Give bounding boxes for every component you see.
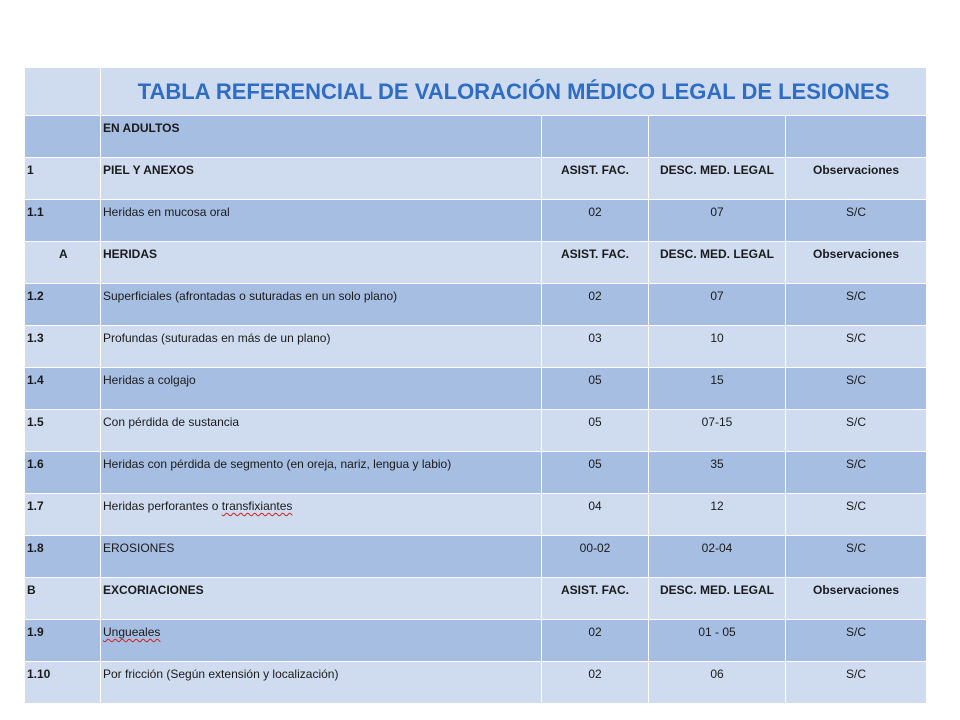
header-observaciones: Observaciones: [786, 242, 927, 284]
table-row: [25, 326, 927, 368]
cell-desc: Profundas (suturadas en más de un plano): [101, 326, 542, 368]
cell-num: 1.3: [25, 326, 101, 368]
cell-desc: Superficiales (afrontadas o suturadas en un solo plano): [101, 284, 542, 326]
cell-desc: Con pérdida de sustancia: [101, 410, 542, 452]
header-observaciones: Observaciones: [786, 578, 927, 620]
cell-desc-med: 07: [649, 200, 786, 242]
cell-num: 1.9: [25, 620, 101, 662]
table-row-header-a: [25, 242, 927, 284]
cell-desc-med: 07-15: [649, 410, 786, 452]
table-row: [25, 662, 927, 704]
cell-desc: Heridas en mucosa oral: [101, 200, 542, 242]
cell-num: 1: [25, 158, 101, 200]
cell-obs: S/C: [786, 494, 927, 536]
cell-asist: 04: [542, 494, 649, 536]
cell-empty: [649, 116, 786, 158]
table-title: TABLA REFERENCIAL DE VALORACIÓN MÉDICO LEGAL DE LESIONES: [101, 68, 927, 116]
cell-empty: [542, 116, 649, 158]
cell-num: 1.4: [25, 368, 101, 410]
cell-asist: 02: [542, 284, 649, 326]
cell-desc-med: 07: [649, 284, 786, 326]
cell-obs: S/C: [786, 536, 927, 578]
table-row: [25, 200, 927, 242]
cell-desc-med: 15: [649, 368, 786, 410]
header-asist-fac: ASIST. FAC.: [542, 242, 649, 284]
title-row: [25, 68, 927, 116]
table-row: [25, 410, 927, 452]
cell-desc-med: 12: [649, 494, 786, 536]
table-row-header-1: [25, 158, 927, 200]
cell-num: B: [25, 578, 101, 620]
section-label: EN ADULTOS: [101, 116, 542, 158]
spellcheck-word: Ungueales: [103, 625, 161, 639]
table-row: [25, 368, 927, 410]
cell-obs: S/C: [786, 284, 927, 326]
valuation-table: [24, 67, 927, 704]
header-desc-med-legal: DESC. MED. LEGAL: [649, 242, 786, 284]
cell-desc: HERIDAS: [101, 242, 542, 284]
cell-obs: S/C: [786, 662, 927, 704]
cell-num: 1.2: [25, 284, 101, 326]
table-row: [25, 536, 927, 578]
cell-desc: Heridas con pérdida de segmento (en oreja, nariz, lengua y labio): [101, 452, 542, 494]
cell-num: 1.5: [25, 410, 101, 452]
table-row: [25, 494, 927, 536]
table-row: [25, 452, 927, 494]
desc-text: Heridas perforantes o: [103, 499, 222, 513]
cell-desc-med: 10: [649, 326, 786, 368]
cell-empty: [786, 116, 927, 158]
valuation-table-container: [24, 67, 926, 704]
table-row: [25, 284, 927, 326]
cell-asist: 05: [542, 452, 649, 494]
cell-desc: Por fricción (Según extensión y localización): [101, 662, 542, 704]
cell-num: 1.7: [25, 494, 101, 536]
cell-asist: 05: [542, 368, 649, 410]
cell-desc-med: 01 - 05: [649, 620, 786, 662]
spellcheck-word: transfixiantes: [221, 499, 293, 513]
cell-desc: EXCORIACIONES: [101, 578, 542, 620]
cell-asist: 03: [542, 326, 649, 368]
cell-obs: S/C: [786, 368, 927, 410]
cell-num: [25, 116, 101, 158]
title-blank-cell: [25, 68, 101, 116]
cell-desc: Heridas a colgajo: [101, 368, 542, 410]
cell-asist: 02: [542, 200, 649, 242]
cell-num: 1.6: [25, 452, 101, 494]
header-desc-med-legal: DESC. MED. LEGAL: [649, 158, 786, 200]
cell-desc: [101, 620, 542, 662]
cell-num: 1.8: [25, 536, 101, 578]
cell-asist: 05: [542, 410, 649, 452]
header-observaciones: Observaciones: [786, 158, 927, 200]
cell-obs: S/C: [786, 410, 927, 452]
cell-desc: EROSIONES: [101, 536, 542, 578]
cell-desc-med: 06: [649, 662, 786, 704]
cell-obs: S/C: [786, 326, 927, 368]
cell-desc-med: 35: [649, 452, 786, 494]
header-desc-med-legal: DESC. MED. LEGAL: [649, 578, 786, 620]
cell-num: 1.10: [25, 662, 101, 704]
cell-desc: PIEL Y ANEXOS: [101, 158, 542, 200]
table-row: [25, 620, 927, 662]
cell-num: 1.1: [25, 200, 101, 242]
cell-num: A: [25, 242, 101, 284]
cell-desc-med: 02-04: [649, 536, 786, 578]
table-row-section: [25, 116, 927, 158]
cell-asist: 02: [542, 662, 649, 704]
table-row-header-b: [25, 578, 927, 620]
cell-obs: S/C: [786, 620, 927, 662]
cell-obs: S/C: [786, 452, 927, 494]
cell-obs: S/C: [786, 200, 927, 242]
header-asist-fac: ASIST. FAC.: [542, 578, 649, 620]
cell-asist: 02: [542, 620, 649, 662]
header-asist-fac: ASIST. FAC.: [542, 158, 649, 200]
cell-desc: [101, 494, 542, 536]
cell-asist: 00-02: [542, 536, 649, 578]
